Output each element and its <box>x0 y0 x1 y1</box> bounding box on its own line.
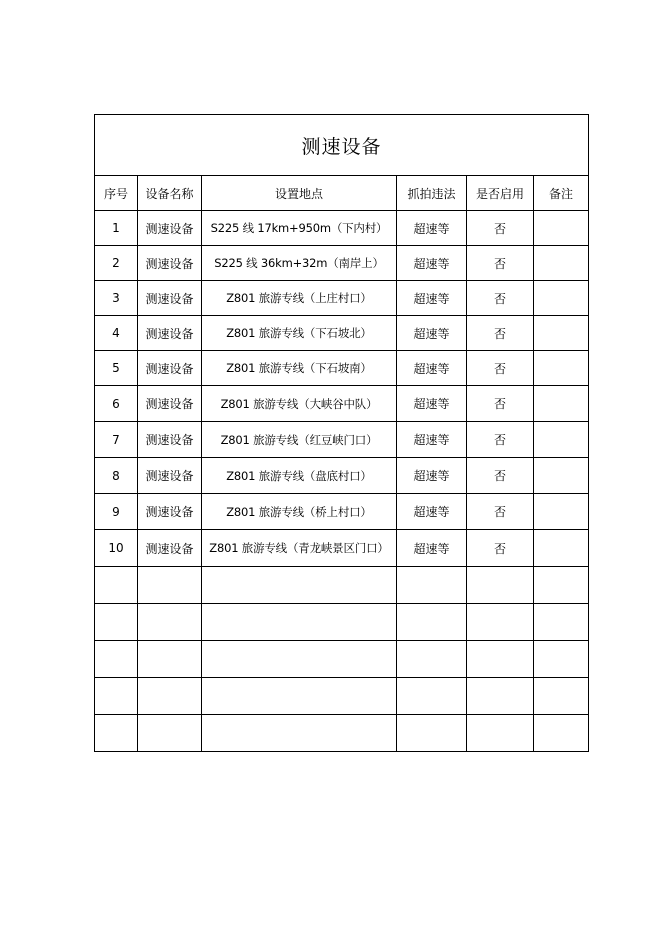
cell-enabled: 否 <box>467 281 534 316</box>
empty-cell <box>534 678 589 715</box>
empty-cell <box>202 641 397 678</box>
cell-seq: 3 <box>95 281 138 316</box>
header-row <box>95 176 589 211</box>
cell-seq: 8 <box>95 458 138 494</box>
cell-enabled: 否 <box>467 316 534 351</box>
cell-device-name: 测速设备 <box>138 494 202 530</box>
empty-cell <box>95 567 138 604</box>
empty-cell <box>202 604 397 641</box>
cell-enabled: 否 <box>467 422 534 458</box>
empty-cell <box>397 715 467 752</box>
empty-cell <box>138 641 202 678</box>
cell-remark <box>534 422 589 458</box>
cell-violation: 超速等 <box>397 351 467 386</box>
cell-device-name: 测速设备 <box>138 316 202 351</box>
empty-cell <box>467 567 534 604</box>
empty-cell <box>95 715 138 752</box>
empty-cell <box>397 604 467 641</box>
cell-remark <box>534 351 589 386</box>
empty-cell <box>138 715 202 752</box>
empty-cell <box>138 678 202 715</box>
title-row <box>95 115 589 176</box>
header-remark: 备注 <box>534 176 589 211</box>
table-row <box>95 316 589 351</box>
cell-seq: 4 <box>95 316 138 351</box>
cell-location: Z801 旅游专线（下石坡南） <box>202 351 397 386</box>
empty-cell <box>397 678 467 715</box>
cell-device-name: 测速设备 <box>138 530 202 567</box>
cell-violation: 超速等 <box>397 530 467 567</box>
cell-enabled: 否 <box>467 351 534 386</box>
cell-remark <box>534 281 589 316</box>
empty-row <box>95 641 589 678</box>
cell-location: Z801 旅游专线（青龙峡景区门口） <box>202 530 397 567</box>
table-row <box>95 351 589 386</box>
empty-row <box>95 604 589 641</box>
cell-remark <box>534 316 589 351</box>
cell-remark <box>534 530 589 567</box>
cell-violation: 超速等 <box>397 211 467 246</box>
table-row <box>95 281 589 316</box>
document-title: 测速设备 <box>95 115 589 176</box>
header-device-name: 设备名称 <box>138 176 202 211</box>
cell-location: S225 线 17km+950m（下内村） <box>202 211 397 246</box>
empty-cell <box>397 641 467 678</box>
cell-violation: 超速等 <box>397 494 467 530</box>
empty-cell <box>534 567 589 604</box>
empty-cell <box>467 678 534 715</box>
cell-violation: 超速等 <box>397 281 467 316</box>
empty-cell <box>467 715 534 752</box>
speed-device-table <box>94 114 589 752</box>
cell-enabled: 否 <box>467 211 534 246</box>
cell-device-name: 测速设备 <box>138 246 202 281</box>
table-row <box>95 458 589 494</box>
cell-enabled: 否 <box>467 386 534 422</box>
cell-device-name: 测速设备 <box>138 281 202 316</box>
empty-cell <box>397 567 467 604</box>
cell-enabled: 否 <box>467 494 534 530</box>
empty-cell <box>202 715 397 752</box>
cell-remark <box>534 458 589 494</box>
cell-violation: 超速等 <box>397 458 467 494</box>
header-seq: 序号 <box>95 176 138 211</box>
cell-device-name: 测速设备 <box>138 386 202 422</box>
cell-location: Z801 旅游专线（桥上村口） <box>202 494 397 530</box>
cell-seq: 7 <box>95 422 138 458</box>
cell-violation: 超速等 <box>397 246 467 281</box>
cell-seq: 5 <box>95 351 138 386</box>
cell-violation: 超速等 <box>397 386 467 422</box>
empty-cell <box>202 567 397 604</box>
cell-seq: 1 <box>95 211 138 246</box>
table-row <box>95 386 589 422</box>
cell-violation: 超速等 <box>397 316 467 351</box>
empty-row <box>95 567 589 604</box>
cell-seq: 2 <box>95 246 138 281</box>
header-enabled: 是否启用 <box>467 176 534 211</box>
empty-cell <box>534 604 589 641</box>
empty-cell <box>202 678 397 715</box>
table-row <box>95 246 589 281</box>
empty-cell <box>138 567 202 604</box>
cell-remark <box>534 211 589 246</box>
empty-cell <box>95 641 138 678</box>
table-row <box>95 422 589 458</box>
empty-cell <box>467 641 534 678</box>
header-location: 设置地点 <box>202 176 397 211</box>
cell-seq: 10 <box>95 530 138 567</box>
empty-cell <box>534 641 589 678</box>
cell-location: Z801 旅游专线（盘底村口） <box>202 458 397 494</box>
empty-cell <box>95 604 138 641</box>
cell-location: Z801 旅游专线（上庄村口） <box>202 281 397 316</box>
empty-row <box>95 678 589 715</box>
cell-location: Z801 旅游专线（大峡谷中队） <box>202 386 397 422</box>
cell-remark <box>534 386 589 422</box>
cell-seq: 6 <box>95 386 138 422</box>
cell-remark <box>534 494 589 530</box>
cell-location: Z801 旅游专线（下石坡北） <box>202 316 397 351</box>
cell-device-name: 测速设备 <box>138 458 202 494</box>
cell-location: Z801 旅游专线（红豆峡门口） <box>202 422 397 458</box>
cell-violation: 超速等 <box>397 422 467 458</box>
cell-enabled: 否 <box>467 530 534 567</box>
cell-remark <box>534 246 589 281</box>
empty-row <box>95 715 589 752</box>
empty-cell <box>467 604 534 641</box>
header-violation: 抓拍违法 <box>397 176 467 211</box>
cell-location: S225 线 36km+32m（南岸上） <box>202 246 397 281</box>
cell-enabled: 否 <box>467 246 534 281</box>
empty-cell <box>95 678 138 715</box>
table-row <box>95 211 589 246</box>
cell-device-name: 测速设备 <box>138 211 202 246</box>
empty-cell <box>138 604 202 641</box>
empty-cell <box>534 715 589 752</box>
table-row <box>95 530 589 567</box>
cell-enabled: 否 <box>467 458 534 494</box>
cell-device-name: 测速设备 <box>138 351 202 386</box>
table-row <box>95 494 589 530</box>
cell-seq: 9 <box>95 494 138 530</box>
cell-device-name: 测速设备 <box>138 422 202 458</box>
